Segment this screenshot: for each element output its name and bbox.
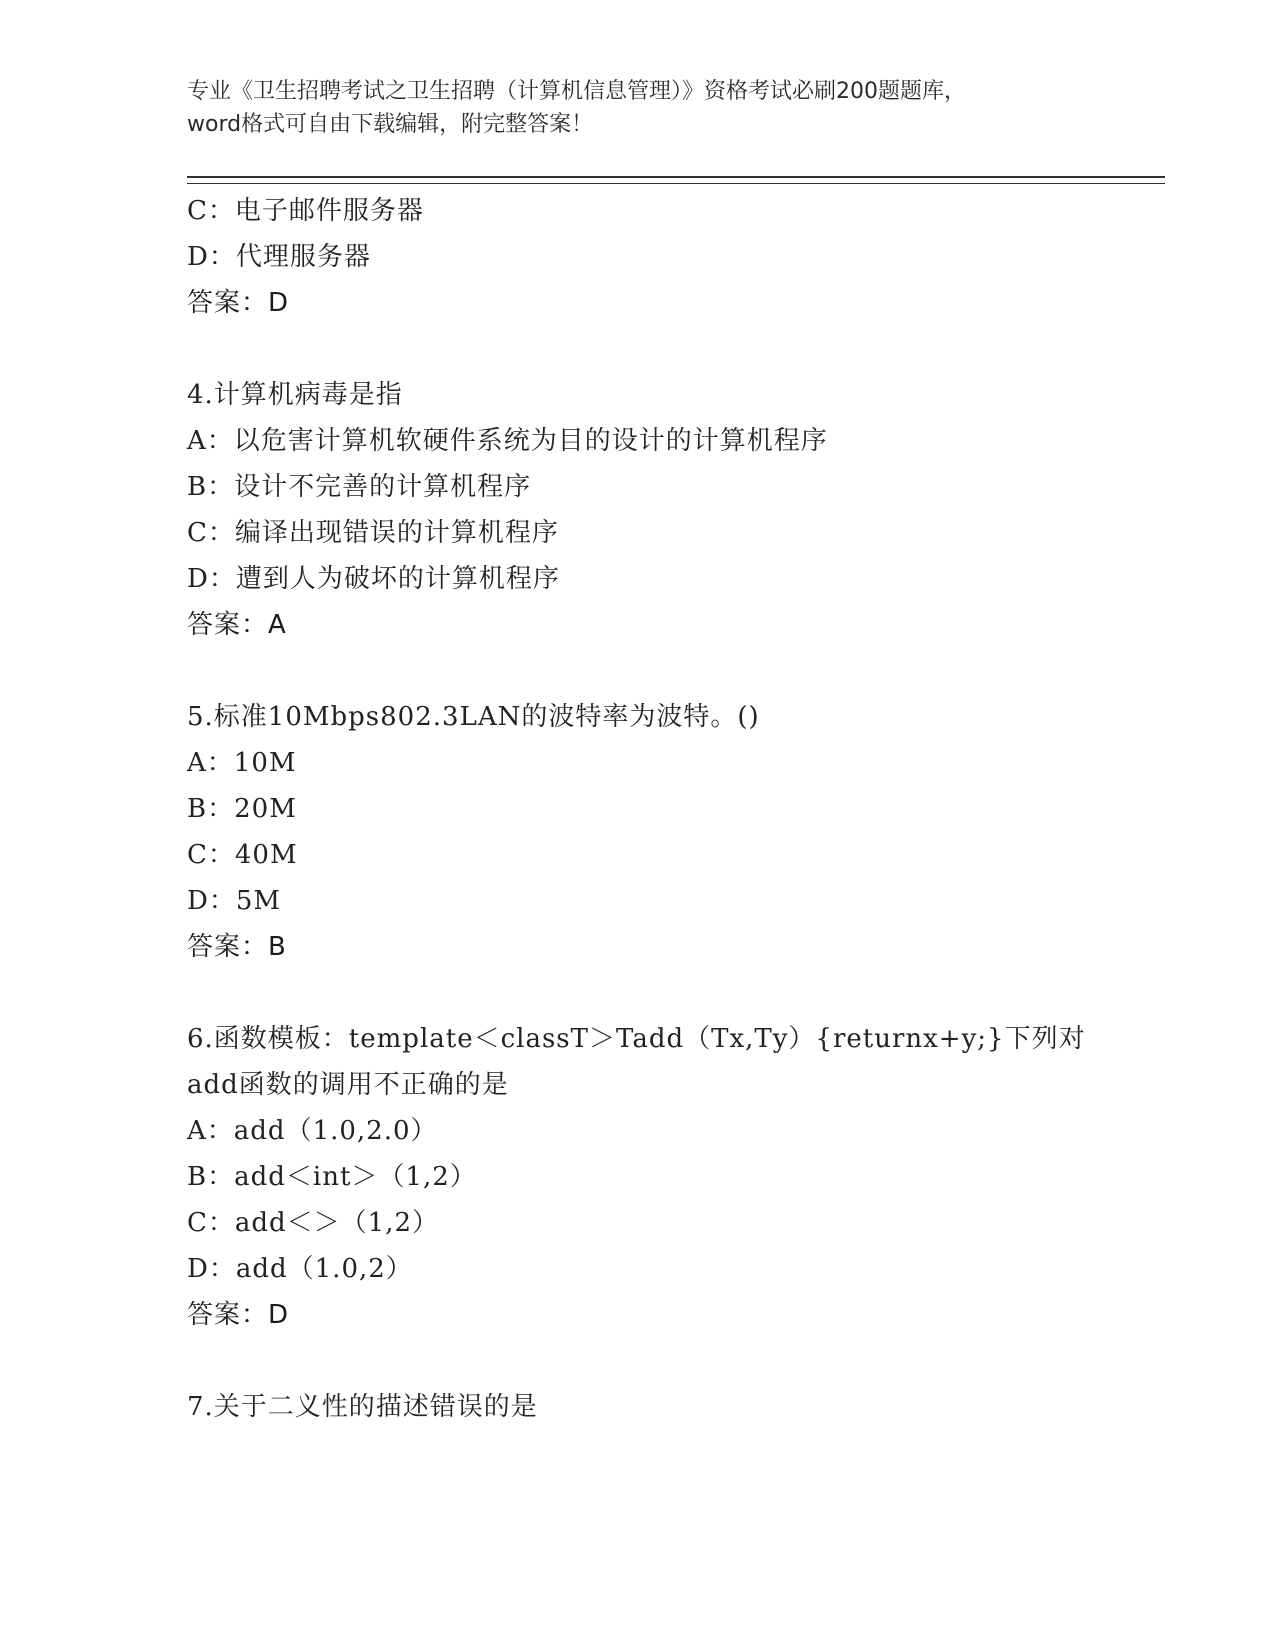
question-4 — [187, 372, 1147, 648]
question-list — [187, 188, 1147, 1430]
spacer — [187, 1338, 1147, 1384]
option-d: D：代理服务器 — [187, 242, 371, 272]
question-stem-line-2: add函数的调用不正确的是 — [187, 1070, 509, 1100]
document-header — [187, 75, 1087, 141]
option-c: C：编译出现错误的计算机程序 — [187, 518, 559, 548]
question-3-continued — [187, 188, 1147, 326]
answer-line: 答案：A — [187, 610, 287, 640]
answer-line: 答案：B — [187, 932, 287, 962]
spacer — [187, 970, 1147, 1016]
option-d: D：5M — [187, 886, 282, 916]
option-b: B：20M — [187, 794, 297, 824]
question-stem: 4.计算机病毒是指 — [187, 380, 403, 410]
question-7 — [187, 1384, 1147, 1430]
header-divider-top — [187, 176, 1165, 178]
question-5 — [187, 694, 1147, 970]
option-b: B：设计不完善的计算机程序 — [187, 472, 532, 502]
question-stem: 5.标准10Mbps802.3LAN的波特率为波特。() — [187, 702, 760, 732]
answer-line: 答案：D — [187, 1300, 290, 1330]
option-c: C：电子邮件服务器 — [187, 196, 424, 226]
option-a: A：10M — [187, 748, 297, 778]
option-b: B：add＜int＞（1,2） — [187, 1162, 477, 1192]
option-c: C：add＜＞（1,2） — [187, 1208, 440, 1238]
question-stem-line-1: 6.函数模板：template＜classT＞Tadd（Tx,Ty）{returnx+y;}下列对 — [187, 1024, 1086, 1054]
spacer — [187, 648, 1147, 694]
option-d: D：add（1.0,2） — [187, 1254, 413, 1284]
spacer — [187, 326, 1147, 372]
header-line-1: 专业《卫生招聘考试之卫生招聘（计算机信息管理）》资格考试必刷200题题库， — [187, 79, 966, 104]
option-a: A：add（1.0,2.0） — [187, 1116, 438, 1146]
header-divider-bottom — [187, 183, 1165, 184]
header-line-2: word格式可自由下载编辑，附完整答案！ — [187, 112, 594, 137]
option-c: C：40M — [187, 840, 298, 870]
option-a: A：以危害计算机软硬件系统为目的设计的计算机程序 — [187, 426, 828, 456]
question-stem: 7.关于二义性的描述错误的是 — [187, 1392, 538, 1422]
question-6 — [187, 1016, 1147, 1338]
answer-line: 答案：D — [187, 288, 290, 318]
option-d: D：遭到人为破坏的计算机程序 — [187, 564, 560, 594]
